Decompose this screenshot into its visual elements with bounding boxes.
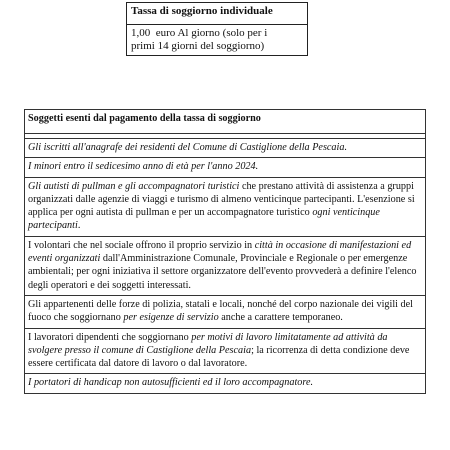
exemption-text: I minori entro il sedicesimo anno di età per l'anno 2024. xyxy=(28,161,259,173)
exemptions-table xyxy=(24,109,426,394)
individual-tax-value xyxy=(127,25,308,56)
exemption-row-workers xyxy=(25,328,426,374)
exemption-text: I lavoratori dipendenti che soggiornano xyxy=(28,331,192,343)
exemption-text: Gli appartenenti delle forze di polizia, statali e locali, nonché del corpo nazionale dei vigili del fuoco che soggiornano xyxy=(28,298,413,324)
exemption-text: dall'Amministrazione Comunale, Provinciale e Regionale o per emergenze ambientali; per ogni iniziativa il settore organizzatore dell'evento provvederà a definire l'elenco degli operatori e dei soggetti interessati. xyxy=(28,253,417,291)
exemption-text-emphasis: per esigenze di servizio xyxy=(123,312,219,324)
exemption-row-drivers-guides xyxy=(25,177,426,236)
exemption-text: I volontari che nel sociale offrono il proprio servizio in xyxy=(28,239,255,251)
exemptions-title: Soggetti esenti dal pagamento della tassa di soggiorno xyxy=(25,110,426,134)
exemption-text: che prestano attività di assistenza a gruppi organizzati dalle agenzie di viaggi e turismo di almeno venticinque partecipanti. L'esenzione si applica per ogni autista di pullman e per un accompagnatore turistico xyxy=(28,180,415,219)
exemption-text-emphasis: per motivi di lavoro limitatamente ad attività da svolgere presso il comune di Castiglione della Pescaia xyxy=(28,331,388,356)
exemption-text-emphasis: Gli autisti di pullman e gli accompagnatori turistici xyxy=(28,180,240,192)
exemption-text: anche a carattere temporaneo. xyxy=(218,312,343,324)
individual-tax-title: Tassa di soggiorno individuale xyxy=(127,3,308,25)
exemption-text: Gli iscritti all'anagrafe dei residenti del Comune di Castiglione della Pescaia. xyxy=(28,142,347,153)
individual-tax-table xyxy=(126,2,308,56)
exemption-row-residents xyxy=(25,139,426,158)
exemption-text: ; la ricorrenza di detta condizione deve essere certificata dal datore di lavoro o dal lavoratore. xyxy=(28,344,410,370)
exemption-row-volunteers xyxy=(25,236,426,295)
exemption-row-minors xyxy=(25,158,426,177)
individual-tax-value-line2: primi 14 giorni del soggiorno) xyxy=(131,40,265,52)
exemption-text: I portatori di handicap non autosufficienti ed il loro accompagnatore. xyxy=(28,377,314,389)
exemption-text: . xyxy=(77,220,81,232)
exemption-row-handicap xyxy=(25,374,426,393)
exemption-row-police-firefighters xyxy=(25,295,426,328)
exemption-text-emphasis: ogni venticinque partecipanti xyxy=(28,207,380,232)
exemption-text-emphasis: città in occasione di manifestazioni ed eventi organizzati xyxy=(28,239,412,265)
individual-tax-value-line1: 1,00 euro Al giorno (solo per i xyxy=(131,27,268,39)
